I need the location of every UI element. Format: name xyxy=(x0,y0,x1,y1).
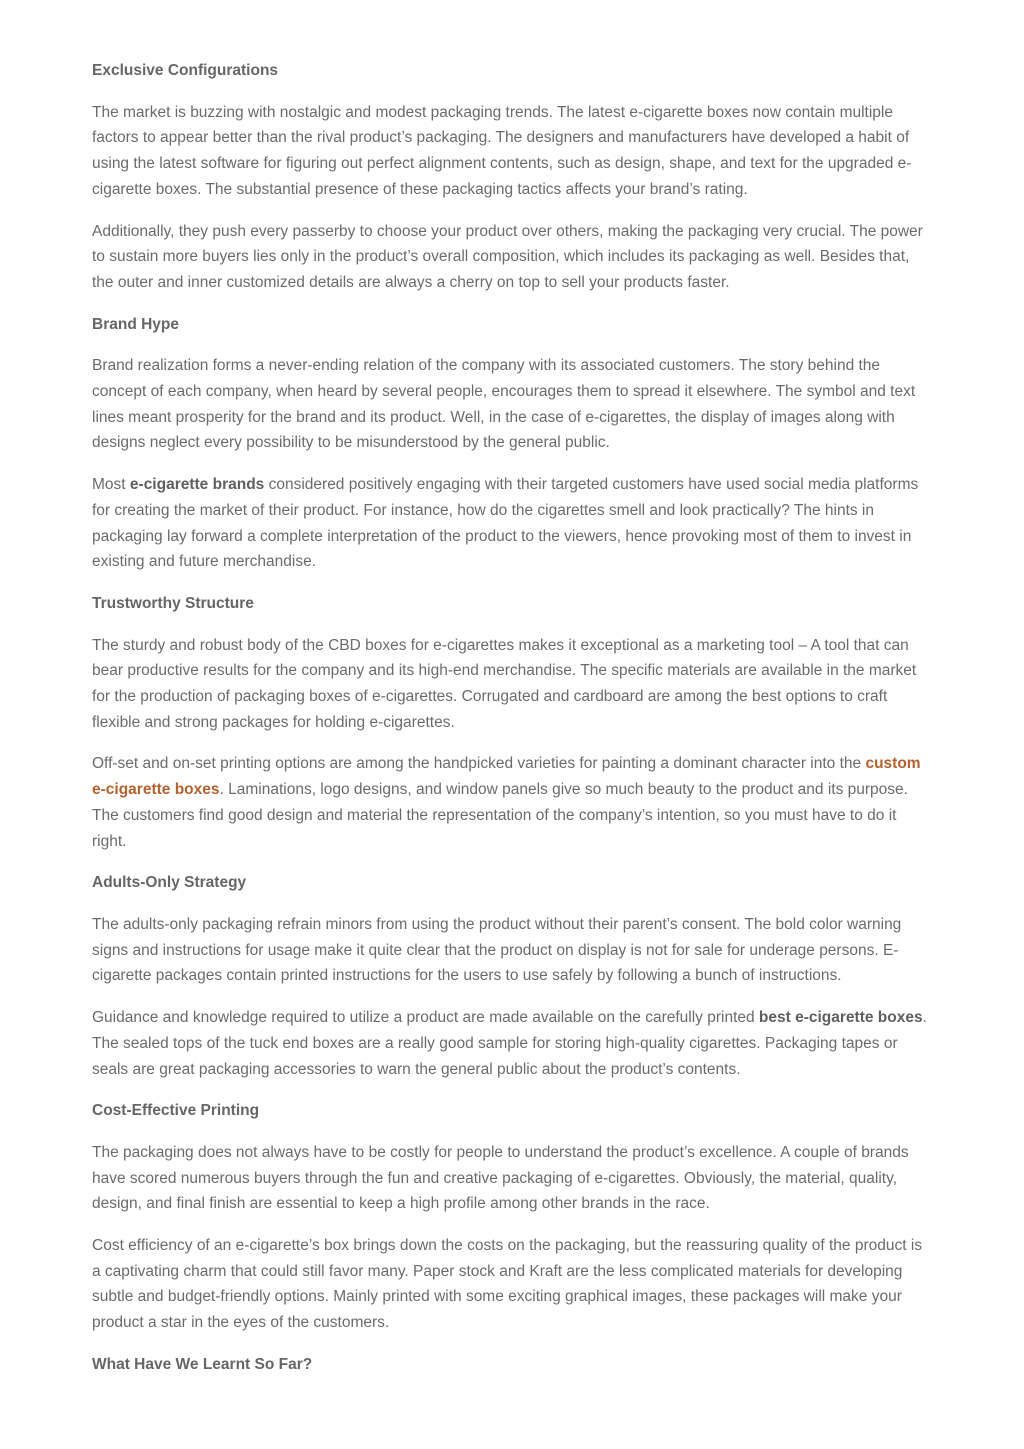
document-body xyxy=(92,58,934,1394)
section-heading-cost-effective-printing: Cost-Effective Printing xyxy=(92,1102,260,1120)
bold-phrase-e-cigarette-brands: e-cigarette brands xyxy=(129,476,265,494)
section-heading-trustworthy-structure: Trustworthy Structure xyxy=(92,594,254,612)
paragraph xyxy=(92,751,934,854)
paragraph-text: Off-set and on-set printing options are among the handpicked varieties for painting a dominant character into the xyxy=(92,755,866,773)
paragraph: Additionally, they push every passerby to choose your product over others, making the packaging very crucial. The power to sustain more buyers lies only in the product’s overall composition, which includes its packaging as well. Besides that, the outer and inner customized details are always a cherry on top to sell your products faster. xyxy=(92,222,923,291)
paragraph: The packaging does not always have to be costly for people to understand the product’s excellence. A couple of brands have scored numerous buyers through the fun and creative packaging of e-cigarettes. Obviously, the material, quality, design, and final finish are essential to keep a high profile among other brands in the race. xyxy=(92,1143,909,1213)
section-heading-adults-only-strategy: Adults-Only Strategy xyxy=(92,874,247,892)
paragraph-text: . The sealed tops of the tuck end boxes are a really good sample for storing high-quality cigarettes. Packaging tapes or seals are great packaging accessories to warn the general public about the product’s contents. xyxy=(92,1009,927,1078)
paragraph: The adults-only packaging refrain minors from using the product without their parent’s consent. The bold color warning signs and instructions for usage make it quite clear that the product on display is not for sale for underage persons. E-cigarette packages contain printed instructions for the users to use safely by following a bunch of instructions. xyxy=(92,915,902,985)
section-heading-what-have-we-learnt: What Have We Learnt So Far? xyxy=(92,1355,313,1373)
paragraph-text: Most xyxy=(92,476,130,494)
paragraph-text: . Laminations, logo designs, and window panels give so much beauty to the product and its purpose. The customers find good design and material the representation of the company’s intention, so you must have to do it right. xyxy=(92,781,908,850)
paragraph-text: Guidance and knowledge required to utilize a product are made available on the carefully printed xyxy=(92,1009,759,1027)
section-heading-brand-hype: Brand Hype xyxy=(92,315,179,333)
section-heading-exclusive-configurations: Exclusive Configurations xyxy=(92,62,279,79)
paragraph: Cost efficiency of an e-cigarette’s box brings down the costs on the packaging, but the reassuring quality of the product is a captivating charm that could still favor many. Paper stock and Kraft are the less complicated materials for developing subtle and budget-friendly options. Mainly printed with some exciting graphical images, these packages will make your product a star in the eyes of the customers. xyxy=(92,1237,923,1332)
paragraph xyxy=(92,1005,934,1082)
bold-phrase-best-e-cigarette-boxes: best e-cigarette boxes xyxy=(758,1009,923,1027)
paragraph-text: considered positively engaging with their targeted customers have used social media platforms for creating the market of their product. For instance, how do the cigarettes smell and look practically? The hints in packaging lay forward a complete interpretation of the product to the viewers, hence provoking most of them to invest in existing and future merchandise. xyxy=(92,476,919,571)
custom-e-cigarette-boxes-link[interactable]: custom e-cigarette boxes xyxy=(92,755,921,799)
paragraph: Brand realization forms a never-ending relation of the company with its associated customers. The story behind the concept of each company, when heard by several people, encourages them to spread it elsewhere. The symbol and text lines meant prosperity for the brand and its product. Well, in the case of e-cigarettes, the display of images along with designs neglect every possibility to be misunderstood by the general public. xyxy=(92,357,916,452)
paragraph: The sturdy and robust body of the CBD boxes for e-cigarettes makes it exceptional as a marketing tool – A tool that can bear productive results for the company and its high-end merchandise. The specific materials are available in the market for the production of packaging boxes of e-cigarettes. Corrugated and cardboard are among the best options to craft flexible and strong packages for holding e-cigarettes. xyxy=(92,636,917,731)
paragraph: The market is buzzing with nostalgic and modest packaging trends. The latest e-cigarette boxes now contain multiple factors to appear better than the rival product’s packaging. The designers and manufacturers have developed a habit of using the latest software for figuring out perfect alignment contents, such as design, shape, and text for the upgraded e-cigarette boxes. The substantial presence of these packaging tactics affects your brand’s rating. xyxy=(92,103,912,198)
paragraph xyxy=(92,472,934,575)
